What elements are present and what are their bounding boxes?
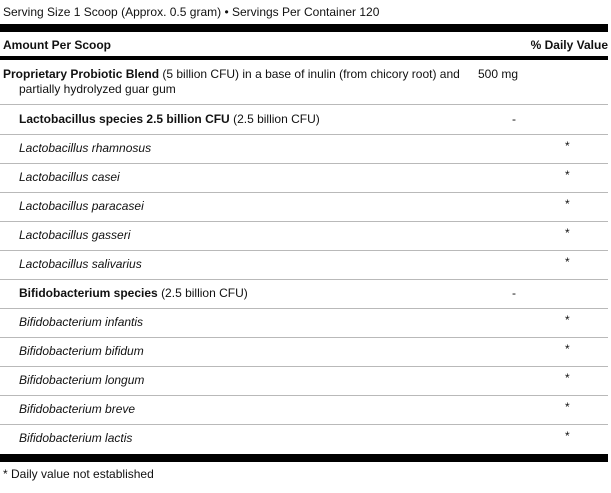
list-item [0, 222, 608, 251]
ingredient-dv: * [565, 197, 570, 211]
ingredient-name: Bifidobacterium breve [19, 402, 136, 416]
ingredient-dv: * [565, 371, 570, 385]
amount-per-scoop-header: Amount Per Scoop [3, 38, 112, 52]
group-name: Lactobacillus species 2.5 billion CFU [19, 112, 230, 126]
ingredient-name: Lactobacillus salivarius [19, 257, 142, 271]
list-item [0, 193, 608, 222]
ingredient-dv: * [565, 400, 570, 414]
ingredient-name: Lactobacillus rhamnosus [19, 141, 152, 155]
ingredient-dv: * [565, 255, 570, 269]
thick-divider [0, 24, 608, 32]
blend-description: (5 billion CFU) in a base of inulin (from chicory root) and [162, 67, 460, 81]
list-item [0, 309, 608, 338]
group-detail: (2.5 billion CFU) [233, 112, 320, 126]
ingredient-name: Bifidobacterium lactis [19, 431, 133, 445]
ingredient-name: Lactobacillus casei [19, 170, 120, 184]
group-name: Bifidobacterium species [19, 286, 158, 300]
blend-description-line2: partially hydrolyzed guar gum [19, 82, 176, 96]
ingredient-dv: * [565, 429, 570, 443]
group-row-lactobacillus [0, 105, 608, 134]
serving-info: Serving Size 1 Scoop (Approx. 0.5 gram) • Servings Per Container 120 [3, 5, 380, 19]
ingredient-dv: * [565, 139, 570, 153]
ingredient-dv: * [565, 168, 570, 182]
ingredient-name: Bifidobacterium infantis [19, 315, 144, 329]
list-item [0, 251, 608, 280]
thick-divider-bottom [0, 454, 608, 462]
list-item [0, 425, 608, 454]
blend-name: Proprietary Probiotic Blend [3, 67, 160, 81]
ingredient-name: Bifidobacterium longum [19, 373, 145, 387]
list-item [0, 338, 608, 367]
ingredient-name: Lactobacillus gasseri [19, 228, 131, 242]
daily-value-header: % Daily Value [530, 38, 608, 52]
group-dv: - [512, 112, 516, 126]
ingredient-dv: * [565, 313, 570, 327]
ingredient-name: Lactobacillus paracasei [19, 199, 144, 213]
ingredient-name: Bifidobacterium bifidum [19, 344, 144, 358]
footnote: * Daily value not established [3, 467, 154, 481]
ingredient-dv: * [565, 342, 570, 356]
list-item [0, 367, 608, 396]
list-item [0, 396, 608, 425]
list-item [0, 164, 608, 193]
group-row-bifidobacterium [0, 280, 608, 309]
list-item [0, 135, 608, 164]
group-dv: - [512, 286, 516, 300]
blend-row [0, 60, 608, 105]
ingredient-dv: * [565, 226, 570, 240]
blend-amount: 500 mg [478, 67, 519, 81]
group-detail: (2.5 billion CFU) [161, 286, 248, 300]
